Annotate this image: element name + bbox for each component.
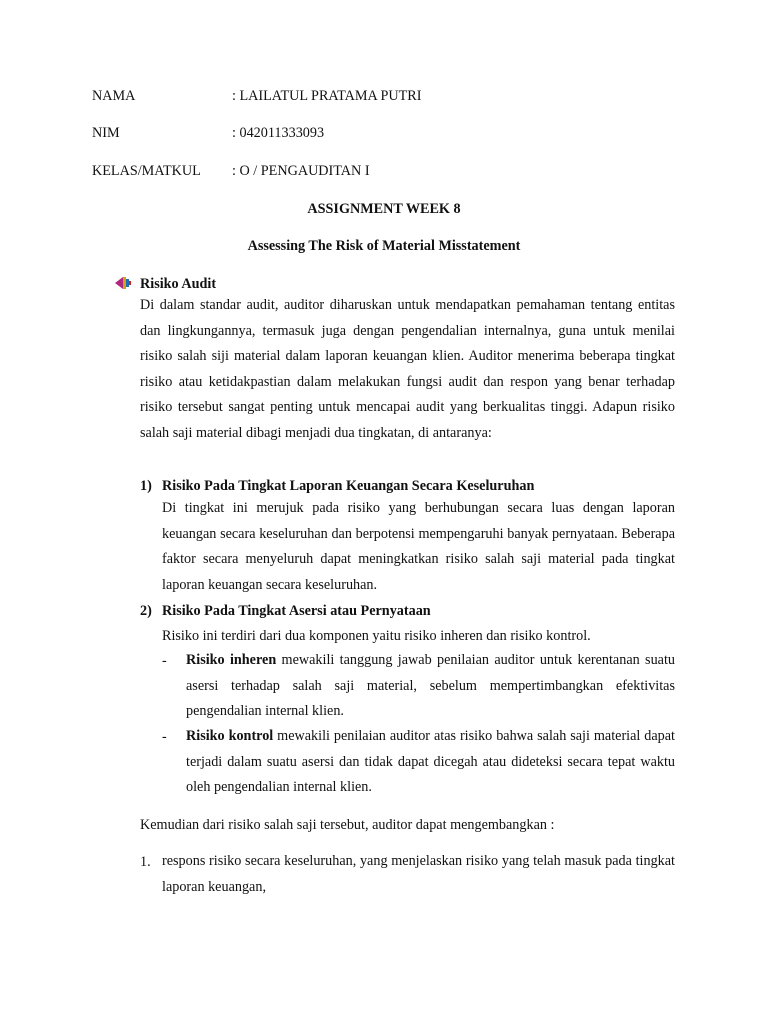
subitem-inheren-term: Risiko inheren (186, 652, 277, 668)
subitem-kontrol-text: mewakili penilaian auditor atas risiko bahwa salah saji material dapat terjadi dalam suatu asersi dan tidak dapat dicegah atau dideteksi secara tepat waktu oleh pengendalian internal klien. (186, 728, 676, 795)
list-item-1-text: respons risiko secara keseluruhan, yang menjelaskan risiko yang telah masuk pada tingkat laporan keuangan, (162, 853, 675, 895)
colored-bullet-icon (114, 275, 132, 291)
followup-text: Kemudian dari risiko salah saji tersebut, auditor dapat mengembangkan : (140, 817, 555, 833)
item-1-heading: Risiko Pada Tingkat Laporan Keuangan Secara Keseluruhan (162, 478, 535, 494)
subitem-kontrol (186, 724, 675, 801)
item-1-body: Di tingkat ini merujuk pada risiko yang berhubungan secara luas dengan laporan keuangan secara keseluruhan dan berpotensi mempengaruhi banyak pernyataan. Beberapa faktor secara menyeluruh dapat meningkatkan risiko salah saji material pada tingkat laporan keuangan secara keseluruhan. (162, 500, 675, 593)
nim-label: NIM (92, 125, 120, 141)
item-2-heading: Risiko Pada Tingkat Asersi atau Pernyataan (162, 603, 431, 619)
item-2-body: Risiko ini terdiri dari dua komponen yaitu risiko inheren dan risiko kontrol. (162, 628, 591, 644)
document-subtitle: Assessing The Risk of Material Misstatement (247, 238, 521, 254)
document-title: ASSIGNMENT WEEK 8 (307, 201, 461, 217)
section-intro: Di dalam standar audit, auditor diharuskan untuk mendapatkan pemahaman tentang entitas dan lingkungannya, termasuk juga dengan pengendalian internalnya, guna untuk menilai risiko salah siji material dalam laporan keuangan klien. Auditor menerima beberapa tingkat risiko atau ketidakpastian dalam melakukan fungsi audit dan respon yang benar terhadap risiko tersebut sangat penting untuk mencapai audit yang berkualitas tinggi. Adapun risiko salah saji material dibagi menjadi dua tingkatan, di antaranya: (140, 297, 675, 441)
subitem-2-dash: - (162, 729, 167, 745)
item-2-number: 2) (140, 603, 152, 619)
class-value: : O / PENGAUDITAN I (232, 163, 370, 179)
item-1-number: 1) (140, 478, 152, 494)
subitem-inheren-text: mewakili tanggung jawab penilaian auditor untuk kerentanan suatu asersi terhadap salah saji material, sebelum mempertimbangkan efektivitas pengendalian internal klien. (186, 652, 675, 719)
nim-value: : 042011333093 (232, 125, 325, 141)
class-label: KELAS/MATKUL (92, 163, 201, 179)
subitem-kontrol-term: Risiko kontrol (186, 728, 274, 744)
subitem-inheren (186, 648, 675, 725)
subitem-1-dash: - (162, 653, 167, 669)
name-label: NAMA (92, 88, 136, 104)
list-item-1-number: 1. (140, 854, 151, 870)
name-value: : LAILATUL PRATAMA PUTRI (232, 88, 422, 104)
section-heading: Risiko Audit (140, 276, 217, 292)
